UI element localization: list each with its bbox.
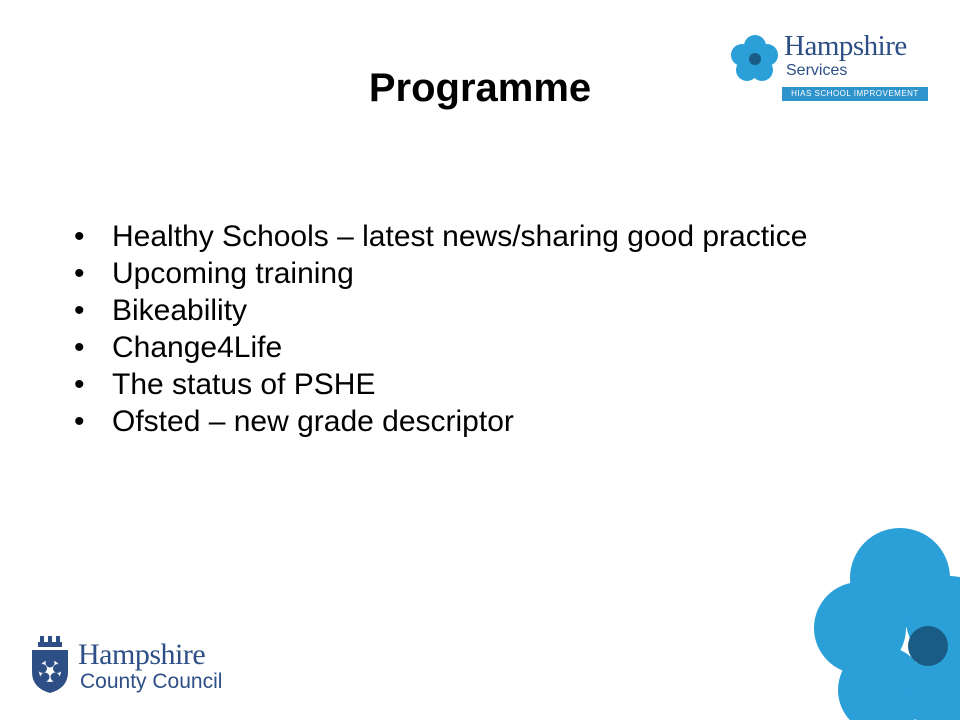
hias-band: HIAS SCHOOL IMPROVEMENT [782,87,928,101]
slide-title: Programme [368,66,592,110]
crest-icon [30,636,70,694]
bullet-item: • Healthy Schools – latest news/sharing good practice [72,222,812,251]
hampshire-services-name: Hampshire [784,30,907,62]
flower-icon [730,34,780,84]
bullet-item: • The status of PSHE [72,370,812,399]
hampshire-services-logo [730,30,930,102]
bullet-item: • Upcoming training [72,259,812,288]
bullet-item: • Change4Life [72,333,812,362]
hampshire-county-council-name: Hampshire [78,638,206,671]
hampshire-county-council-sub: County Council [80,670,223,693]
bullet-item: • Bikeability [72,296,812,325]
bullet-item: • Ofsted – new grade descriptor [72,407,812,436]
decorative-flower-icon [800,520,960,720]
bullet-list [72,222,812,444]
hampshire-county-council-logo [30,636,250,700]
hampshire-services-sub: Services [786,62,848,79]
